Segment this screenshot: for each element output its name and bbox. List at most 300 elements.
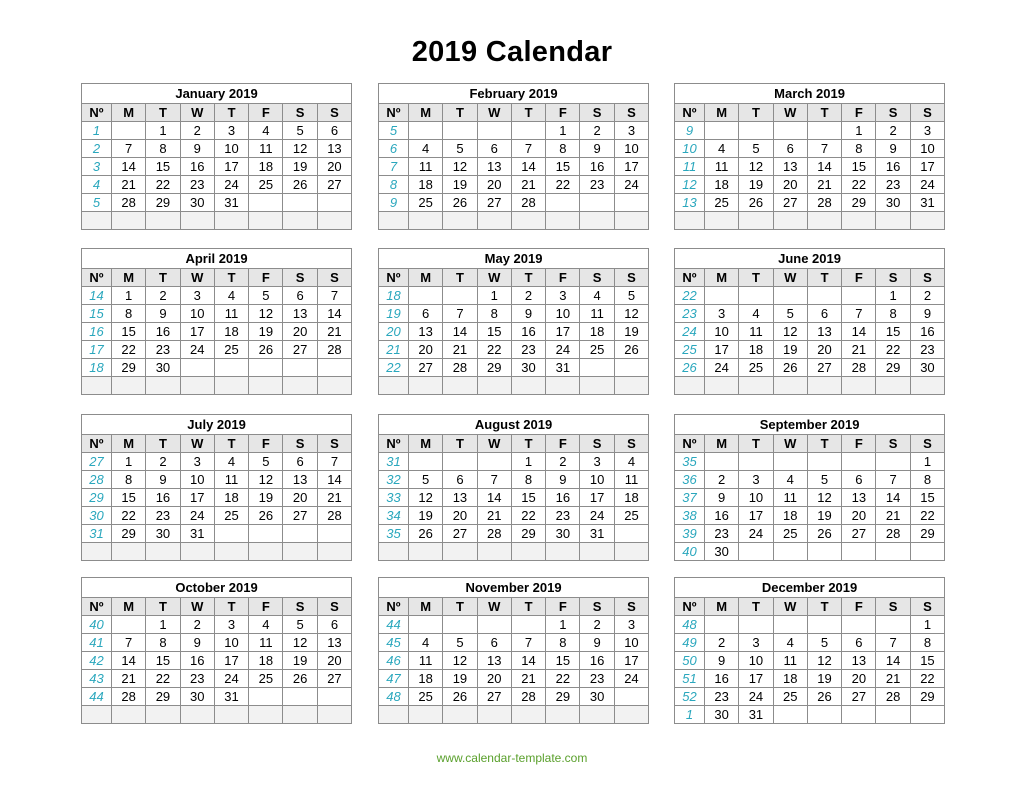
day-cell <box>876 616 910 634</box>
weekday-header: F <box>249 435 283 453</box>
day-cell <box>546 194 580 212</box>
week-row <box>82 323 352 341</box>
day-cell: 5 <box>443 140 477 158</box>
day-cell: 3 <box>614 616 648 634</box>
month-name: December 2019 <box>675 578 945 598</box>
day-cell <box>249 377 283 395</box>
day-cell <box>409 287 443 305</box>
week-number: 15 <box>82 305 112 323</box>
week-row <box>675 305 945 323</box>
day-cell <box>409 543 443 561</box>
weekday-header: W <box>180 435 214 453</box>
weekday-header-row <box>379 269 649 287</box>
day-cell: 28 <box>807 194 841 212</box>
day-cell <box>910 212 944 230</box>
day-cell: 29 <box>146 194 180 212</box>
weekday-header: T <box>511 104 545 122</box>
weekday-header: M <box>705 104 739 122</box>
day-cell: 7 <box>317 287 351 305</box>
day-cell <box>580 706 614 724</box>
day-cell: 20 <box>409 341 443 359</box>
day-cell <box>317 525 351 543</box>
day-cell <box>807 212 841 230</box>
day-cell: 11 <box>214 471 248 489</box>
day-cell: 5 <box>249 287 283 305</box>
day-cell: 21 <box>443 341 477 359</box>
month-table <box>81 577 352 724</box>
day-cell <box>146 706 180 724</box>
day-cell: 15 <box>477 323 511 341</box>
weekday-header: S <box>283 104 317 122</box>
day-cell: 25 <box>739 359 773 377</box>
day-cell: 12 <box>283 634 317 652</box>
weekday-header: M <box>112 598 146 616</box>
day-cell: 19 <box>773 341 807 359</box>
weekday-header: T <box>214 435 248 453</box>
day-cell: 14 <box>443 323 477 341</box>
day-cell: 11 <box>409 158 443 176</box>
day-cell: 15 <box>146 158 180 176</box>
day-cell <box>511 543 545 561</box>
week-number-header: Nº <box>675 598 705 616</box>
day-cell <box>317 543 351 561</box>
day-cell: 5 <box>283 616 317 634</box>
day-cell: 2 <box>705 471 739 489</box>
day-cell: 19 <box>249 489 283 507</box>
day-cell: 24 <box>614 176 648 194</box>
week-row <box>675 287 945 305</box>
weekday-header: T <box>443 598 477 616</box>
day-cell <box>409 377 443 395</box>
day-cell <box>842 543 876 561</box>
day-cell: 18 <box>580 323 614 341</box>
day-cell: 6 <box>477 140 511 158</box>
day-cell: 23 <box>705 525 739 543</box>
weekday-header: T <box>807 598 841 616</box>
week-row <box>379 341 649 359</box>
week-number <box>82 377 112 395</box>
day-cell <box>511 377 545 395</box>
weekday-header-row <box>675 598 945 616</box>
day-cell: 25 <box>249 670 283 688</box>
day-cell: 30 <box>146 525 180 543</box>
day-cell: 26 <box>739 194 773 212</box>
day-cell: 17 <box>180 489 214 507</box>
day-cell: 27 <box>842 688 876 706</box>
day-cell: 9 <box>580 634 614 652</box>
day-cell: 30 <box>910 359 944 377</box>
day-cell: 2 <box>705 634 739 652</box>
day-cell: 21 <box>511 670 545 688</box>
day-cell: 13 <box>317 634 351 652</box>
day-cell: 5 <box>614 287 648 305</box>
day-cell <box>705 377 739 395</box>
week-number <box>379 543 409 561</box>
day-cell <box>705 453 739 471</box>
week-row <box>379 543 649 561</box>
weekday-header: S <box>910 435 944 453</box>
day-cell: 25 <box>249 176 283 194</box>
week-row <box>379 453 649 471</box>
day-cell: 6 <box>807 305 841 323</box>
day-cell: 22 <box>112 507 146 525</box>
weekday-header: M <box>112 269 146 287</box>
day-cell: 10 <box>580 471 614 489</box>
day-cell: 21 <box>477 507 511 525</box>
week-number <box>379 706 409 724</box>
week-number: 25 <box>675 341 705 359</box>
day-cell <box>112 377 146 395</box>
day-cell <box>511 122 545 140</box>
day-cell <box>477 122 511 140</box>
weekday-header: F <box>249 598 283 616</box>
day-cell: 22 <box>511 507 545 525</box>
day-cell <box>180 377 214 395</box>
weekday-header: W <box>477 435 511 453</box>
day-cell: 28 <box>477 525 511 543</box>
day-cell: 30 <box>580 688 614 706</box>
day-cell: 26 <box>443 194 477 212</box>
day-cell <box>842 616 876 634</box>
day-cell <box>739 377 773 395</box>
day-cell <box>443 122 477 140</box>
day-cell: 23 <box>876 176 910 194</box>
day-cell <box>739 122 773 140</box>
day-cell: 9 <box>511 305 545 323</box>
week-number: 9 <box>675 122 705 140</box>
day-cell: 22 <box>146 176 180 194</box>
day-cell: 12 <box>614 305 648 323</box>
day-cell: 21 <box>317 489 351 507</box>
day-cell: 22 <box>477 341 511 359</box>
day-cell: 17 <box>739 670 773 688</box>
weekday-header: W <box>773 104 807 122</box>
day-cell: 31 <box>910 194 944 212</box>
day-cell: 5 <box>807 634 841 652</box>
footer-url: www.calendar-template.com <box>436 751 588 765</box>
day-cell: 20 <box>283 489 317 507</box>
day-cell <box>807 616 841 634</box>
day-cell: 9 <box>705 489 739 507</box>
day-cell: 28 <box>511 688 545 706</box>
day-cell: 29 <box>546 688 580 706</box>
day-cell: 21 <box>842 341 876 359</box>
week-number: 5 <box>379 122 409 140</box>
day-cell: 3 <box>546 287 580 305</box>
day-cell: 4 <box>214 287 248 305</box>
day-cell: 29 <box>511 525 545 543</box>
day-cell <box>409 212 443 230</box>
day-cell <box>511 212 545 230</box>
month-table <box>674 577 945 724</box>
week-number-header: Nº <box>379 435 409 453</box>
day-cell: 23 <box>146 341 180 359</box>
day-cell: 14 <box>876 489 910 507</box>
day-cell: 28 <box>317 507 351 525</box>
day-cell <box>910 706 944 724</box>
day-cell: 16 <box>705 507 739 525</box>
day-cell: 25 <box>773 688 807 706</box>
week-number: 29 <box>82 489 112 507</box>
day-cell <box>249 194 283 212</box>
day-cell: 21 <box>112 670 146 688</box>
week-number: 27 <box>82 453 112 471</box>
day-cell: 26 <box>249 341 283 359</box>
day-cell: 9 <box>146 471 180 489</box>
day-cell: 2 <box>580 616 614 634</box>
weekday-header: T <box>146 435 180 453</box>
month-table <box>81 83 352 230</box>
day-cell: 21 <box>876 670 910 688</box>
day-cell: 25 <box>214 507 248 525</box>
day-cell: 3 <box>910 122 944 140</box>
day-cell <box>807 377 841 395</box>
week-row <box>379 359 649 377</box>
weekday-header: T <box>807 269 841 287</box>
day-cell <box>112 543 146 561</box>
week-number: 22 <box>379 359 409 377</box>
day-cell <box>112 212 146 230</box>
day-cell: 25 <box>705 194 739 212</box>
day-cell: 24 <box>214 670 248 688</box>
weekday-header: F <box>546 104 580 122</box>
week-number: 41 <box>82 634 112 652</box>
day-cell: 14 <box>842 323 876 341</box>
day-cell: 15 <box>910 489 944 507</box>
day-cell: 17 <box>614 652 648 670</box>
day-cell: 3 <box>705 305 739 323</box>
day-cell: 9 <box>910 305 944 323</box>
day-cell: 7 <box>443 305 477 323</box>
day-cell: 8 <box>112 305 146 323</box>
day-cell: 12 <box>249 305 283 323</box>
day-cell: 14 <box>807 158 841 176</box>
month-name: January 2019 <box>82 84 352 104</box>
week-number: 47 <box>379 670 409 688</box>
day-cell: 3 <box>614 122 648 140</box>
day-cell: 6 <box>317 122 351 140</box>
weekday-header: F <box>842 435 876 453</box>
weekday-header: M <box>409 269 443 287</box>
day-cell: 4 <box>739 305 773 323</box>
week-number: 3 <box>82 158 112 176</box>
day-cell: 28 <box>876 688 910 706</box>
day-cell: 22 <box>546 176 580 194</box>
week-row <box>82 341 352 359</box>
week-row <box>82 176 352 194</box>
week-number <box>82 543 112 561</box>
day-cell: 8 <box>146 634 180 652</box>
day-cell <box>317 377 351 395</box>
day-cell: 19 <box>807 507 841 525</box>
day-cell: 27 <box>317 176 351 194</box>
day-cell: 25 <box>409 688 443 706</box>
day-cell <box>249 359 283 377</box>
month-name: November 2019 <box>379 578 649 598</box>
week-number-header: Nº <box>82 598 112 616</box>
day-cell: 6 <box>409 305 443 323</box>
week-row <box>675 507 945 525</box>
weekday-header: F <box>842 269 876 287</box>
day-cell: 25 <box>580 341 614 359</box>
day-cell: 23 <box>580 176 614 194</box>
day-cell: 14 <box>511 652 545 670</box>
weekday-header: T <box>739 598 773 616</box>
day-cell: 22 <box>146 670 180 688</box>
day-cell: 1 <box>546 122 580 140</box>
week-row <box>675 453 945 471</box>
day-cell: 2 <box>180 616 214 634</box>
weekday-header: T <box>214 104 248 122</box>
day-cell: 28 <box>443 359 477 377</box>
day-cell: 3 <box>214 122 248 140</box>
day-cell: 12 <box>773 323 807 341</box>
day-cell: 11 <box>614 471 648 489</box>
week-row <box>379 305 649 323</box>
week-number: 1 <box>82 122 112 140</box>
week-number: 49 <box>675 634 705 652</box>
week-row <box>379 323 649 341</box>
week-number: 40 <box>82 616 112 634</box>
week-number: 48 <box>675 616 705 634</box>
day-cell: 31 <box>180 525 214 543</box>
day-cell: 31 <box>580 525 614 543</box>
day-cell: 22 <box>546 670 580 688</box>
day-cell: 26 <box>409 525 443 543</box>
weekday-header-row <box>379 598 649 616</box>
day-cell <box>249 688 283 706</box>
day-cell: 24 <box>614 670 648 688</box>
month-table <box>378 577 649 724</box>
day-cell <box>807 453 841 471</box>
day-cell: 27 <box>842 525 876 543</box>
weekday-header: W <box>773 435 807 453</box>
day-cell <box>614 377 648 395</box>
week-number: 6 <box>379 140 409 158</box>
day-cell <box>773 543 807 561</box>
week-number: 46 <box>379 652 409 670</box>
week-row <box>82 507 352 525</box>
day-cell: 5 <box>443 634 477 652</box>
weekday-header: S <box>317 435 351 453</box>
week-row <box>379 471 649 489</box>
day-cell <box>773 453 807 471</box>
month-name: June 2019 <box>675 249 945 269</box>
weekday-header: T <box>739 104 773 122</box>
day-cell: 16 <box>910 323 944 341</box>
day-cell: 19 <box>443 670 477 688</box>
day-cell <box>807 122 841 140</box>
day-cell: 11 <box>705 158 739 176</box>
day-cell: 5 <box>283 122 317 140</box>
day-cell <box>443 543 477 561</box>
day-cell: 4 <box>409 634 443 652</box>
week-row <box>379 489 649 507</box>
day-cell: 21 <box>317 323 351 341</box>
day-cell: 30 <box>146 359 180 377</box>
day-cell <box>283 359 317 377</box>
day-cell <box>214 377 248 395</box>
weekday-header-row <box>82 269 352 287</box>
week-number: 34 <box>379 507 409 525</box>
week-row <box>675 122 945 140</box>
day-cell <box>214 525 248 543</box>
week-row <box>675 158 945 176</box>
week-row <box>82 670 352 688</box>
day-cell: 24 <box>180 341 214 359</box>
week-row <box>675 634 945 652</box>
day-cell: 19 <box>739 176 773 194</box>
weekday-header: S <box>876 598 910 616</box>
week-number-header: Nº <box>379 598 409 616</box>
day-cell: 5 <box>773 305 807 323</box>
week-row <box>675 652 945 670</box>
day-cell: 4 <box>409 140 443 158</box>
day-cell: 30 <box>511 359 545 377</box>
weekday-header: T <box>511 435 545 453</box>
day-cell: 27 <box>317 670 351 688</box>
day-cell <box>214 543 248 561</box>
day-cell <box>317 359 351 377</box>
weekday-header: S <box>876 435 910 453</box>
day-cell: 8 <box>511 471 545 489</box>
weekday-header: S <box>283 269 317 287</box>
weekday-header: S <box>614 435 648 453</box>
day-cell: 11 <box>214 305 248 323</box>
day-cell <box>739 212 773 230</box>
day-cell <box>739 453 773 471</box>
week-row <box>379 158 649 176</box>
month-table <box>378 414 649 561</box>
week-number: 24 <box>675 323 705 341</box>
day-cell <box>249 543 283 561</box>
day-cell: 27 <box>477 194 511 212</box>
weekday-header: W <box>773 598 807 616</box>
day-cell <box>580 194 614 212</box>
day-cell <box>146 212 180 230</box>
day-cell: 22 <box>910 507 944 525</box>
week-row <box>379 525 649 543</box>
weekday-header: W <box>477 104 511 122</box>
day-cell: 15 <box>910 652 944 670</box>
month-name: May 2019 <box>379 249 649 269</box>
week-row <box>379 140 649 158</box>
day-cell: 6 <box>773 140 807 158</box>
day-cell: 10 <box>546 305 580 323</box>
day-cell: 20 <box>773 176 807 194</box>
weekday-header: F <box>842 104 876 122</box>
day-cell: 13 <box>477 652 511 670</box>
day-cell: 5 <box>807 471 841 489</box>
week-row <box>82 525 352 543</box>
weekday-header: M <box>409 598 443 616</box>
week-number-header: Nº <box>675 269 705 287</box>
day-cell: 27 <box>477 688 511 706</box>
day-cell <box>876 543 910 561</box>
day-cell: 20 <box>443 507 477 525</box>
weekday-header-row <box>379 104 649 122</box>
week-row <box>82 359 352 377</box>
week-row <box>675 377 945 395</box>
page-title: 2019 Calendar <box>411 36 613 68</box>
weekday-header: T <box>443 435 477 453</box>
day-cell: 30 <box>705 706 739 724</box>
day-cell <box>511 616 545 634</box>
weekday-header: F <box>546 598 580 616</box>
weekday-header: S <box>876 269 910 287</box>
weekday-header: M <box>112 435 146 453</box>
month-name: February 2019 <box>379 84 649 104</box>
